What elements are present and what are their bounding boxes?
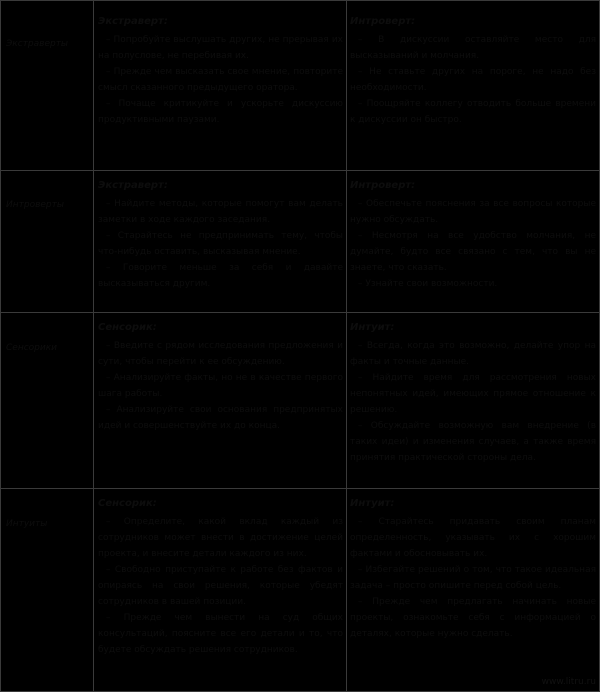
row-label: Интроверты — [6, 200, 64, 210]
cell-paragraph: – Почаще критикуйте и ускорьте дискуссию продуктивными паузами. — [98, 99, 343, 125]
row-divider — [0, 488, 600, 489]
column-divider — [346, 0, 347, 692]
row-divider — [0, 0, 600, 1]
cell-paragraph: – Обеспечьте пояснения за все вопросы которые нужно обсуждать. — [350, 199, 596, 225]
cell-paragraph: – Прежде чем вынести на суд общих консультаций, поясните все его детали и то, что будете обсуждать решения сотрудников. — [98, 613, 343, 655]
cell-paragraph: – Прежде чем высказать свое мнение, повторите смысл сказанного предыдущего оратора. — [98, 67, 343, 93]
cell-paragraph: – Узнайте свои возможности. — [358, 279, 498, 289]
row-label: Интуиты — [6, 519, 48, 529]
cell-paragraph: – Обсуждайте возможную вам внедрение (в таких идеи) и изменения случаев, а также время принятия практической стороны дела. — [350, 421, 596, 463]
cell-paragraph: – Попробуйте выслушать других, не прерывая их на полуслове, не перебивая их. — [98, 35, 343, 61]
table-cell — [98, 318, 343, 434]
row-label: Экстраверты — [6, 39, 69, 49]
table-cell — [98, 12, 343, 128]
cell-paragraph: – Найдите время для рассмотрения новых непонятных идей, имеющих прямое отношение к решению. — [350, 373, 596, 415]
table-cell — [350, 494, 596, 642]
cell-header: Экстраверт: — [98, 16, 168, 27]
table-cell — [350, 176, 596, 292]
cell-header: Интроверт: — [350, 180, 416, 191]
column-divider — [0, 0, 1, 692]
cell-paragraph: – Говорите меньше за себя и давайте высказываться другим. — [98, 263, 343, 289]
cell-paragraph: – Найдите методы, которые помогут вам делать заметки в ходе каждого заседания. — [98, 199, 343, 225]
table-cell — [98, 494, 343, 658]
cell-paragraph: – Всегда, когда это возможно, делайте упор на факты и точные данные. — [350, 341, 596, 367]
row-label: Сенсорики — [6, 343, 58, 353]
cell-paragraph: – Не ставьте других на пороге, не надо без необходимости. — [350, 67, 596, 93]
cell-paragraph: – Старайтесь придавать своим планам определенность, указывать их с хорошим фактами и обосновывать их. — [350, 517, 596, 559]
cell-paragraph: – Анализируйте факты, но не в качестве первого шага работы. — [98, 373, 343, 399]
cell-header: Сенсорик: — [98, 498, 157, 509]
cell-paragraph: – Свободно приступайте к работе без фактов и опираясь на свои решения, которые убедят сотрудников в вашей позиции. — [98, 565, 343, 607]
table-cell — [350, 12, 596, 128]
cell-paragraph: – Анализируйте свои основания предпринятых идей и совершенствуйте их до конца. — [98, 405, 343, 431]
row-divider — [0, 312, 600, 313]
watermark: www.litru.ru — [541, 677, 596, 687]
cell-paragraph: – Избегайте решений о том, что такое идеальная задача – просто опишите перед собой цель. — [350, 565, 596, 591]
column-divider — [93, 0, 94, 692]
cell-header: Сенсорик: — [98, 322, 157, 333]
table-cell — [98, 176, 343, 292]
cell-paragraph: – Старайтесь не предпринимать тему, чтобы что-нибудь оставить, высказывая мнение. — [98, 231, 343, 257]
cell-header: Экстраверт: — [98, 180, 168, 191]
row-divider — [0, 170, 600, 171]
cell-header: Интуит: — [350, 322, 395, 333]
cell-header: Интроверт: — [350, 16, 416, 27]
cell-paragraph: – Введите с рядом исследования предложения и сути, чтобы перейти к ее обсуждению. — [98, 341, 343, 367]
cell-paragraph: – В дискуссии оставляйте место для высказываний и молчания. — [350, 35, 596, 61]
cell-paragraph: – Несмотря на все удобство молчания, не думайте, будто все связано с тем, что вы не знаете, что сказать. — [350, 231, 596, 273]
cell-header: Интуит: — [350, 498, 395, 509]
table-cell — [350, 318, 596, 466]
cell-paragraph: – Поощряйте коллегу отводить больше времени к дискуссии он быстро. — [350, 99, 596, 125]
cell-paragraph: – Определите, какой вклад каждый из сотрудников может внести в достижение целей проекта, и внесите детали каждого из них. — [98, 517, 343, 559]
cell-paragraph: – Прежде чем предлагать начинать новые проекты, ознакомьте себя с информацией о деталях, которые нужно сделать. — [350, 597, 596, 639]
